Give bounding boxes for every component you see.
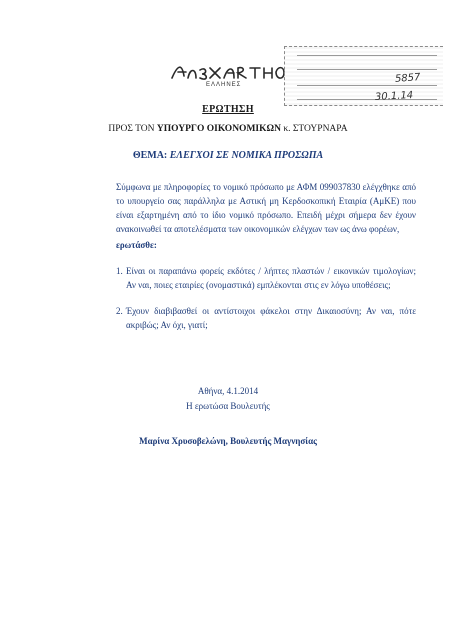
protocol-date: 30.1.14 bbox=[374, 90, 414, 103]
question-text: Είναι οι παραπάνω φορείς εκδότες / λήπτες πλαστών / εικονικών τιμολογίων; Αν ναι, ποιες εταιρίες (ονομαστικά) εμπλέκονται στις εν λόγω υποθέσεις; bbox=[126, 266, 416, 290]
signer-name: Μαρίνα Χρυσοβελώνη, Βουλευτής Μαγνησίας bbox=[139, 436, 317, 446]
protocol-stamp bbox=[284, 46, 443, 106]
ask-line: ερωτάσθε: bbox=[116, 240, 157, 250]
subject-label: ΘΕΜΑ: bbox=[132, 150, 170, 161]
subject-text: ΕΛΕΓΧΟΙ ΣΕ ΝΟΜΙΚΑ ΠΡΟΣΩΠΑ bbox=[169, 150, 324, 161]
body-paragraph: Σύμφωνα με πληροφορίες το νομικό πρόσωπο με ΑΦΜ 099037830 ελέγχθηκε από το υπουργείο σας παράλληλα με Αστική μη Κερδοσκοπική Εταιρία (ΑμΚΕ) που είναι εξαρτημένη από το ίδιο νομικό πρόσωπο. Επειδή μέχρι σήμερα δεν έχουν ανακοινωθεί τα αποτελέσματα των οικονομικών ελέγχων των ως άνω φορέων, bbox=[116, 182, 416, 234]
signer-role: Η ερωτώσα Βουλευτής bbox=[186, 401, 270, 411]
logo-script-icon bbox=[168, 58, 286, 84]
question-number: 1. bbox=[116, 266, 123, 276]
logo-subtitle: ΕΛΛΗΝΕΣ bbox=[206, 82, 242, 88]
protocol-number: 5857 bbox=[394, 72, 421, 85]
subject-line bbox=[0, 150, 456, 161]
recipient-name: κ. ΣΤΟΥΡΝΑΡΑ bbox=[280, 124, 348, 134]
question-text: Έχουν διαβιβασθεί οι αντίστοιχοι φάκελοι στην Δικαιοσύνη; Αν ναι, πότε ακριβώς; Αν όχι, γιατί; bbox=[126, 306, 416, 330]
recipient-line bbox=[0, 124, 456, 134]
recipient-prefix: ΠΡΟΣ ΤΟΝ bbox=[108, 124, 157, 134]
party-logo bbox=[168, 58, 286, 94]
document-title: ΕΡΩΤΗΣΗ bbox=[202, 104, 254, 115]
place-date: Αθήνα, 4.1.2014 bbox=[197, 386, 259, 396]
question-number: 2. bbox=[116, 306, 123, 316]
recipient-ministry: ΥΠΟΥΡΓΟ ΟΙΚΟΝΟΜΙΚΩΝ bbox=[156, 124, 281, 134]
